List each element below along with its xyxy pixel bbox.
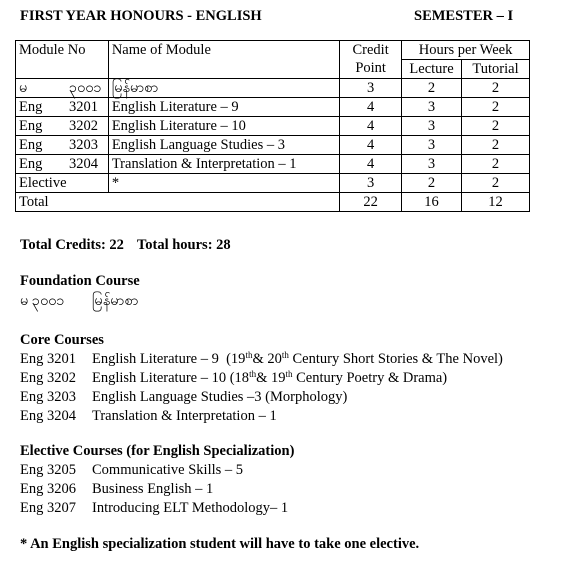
course-note: (19th& 20th Century Short Stories & The Novel) (226, 350, 503, 367)
cell-tutorial: 2 (462, 155, 530, 174)
cell-lecture: 3 (402, 117, 462, 136)
cell-tutorial: 2 (462, 117, 530, 136)
cell-tutorial: 2 (462, 98, 530, 117)
elective-heading: Elective Courses (for English Specialization) (20, 443, 295, 459)
cell-code: Eng 3204 (16, 155, 109, 174)
course-code: Eng 3207 (20, 500, 76, 516)
course-name: Translation & Interpretation – 1 (92, 408, 277, 424)
header-name: Name of Module (108, 41, 339, 79)
course-code: Eng 3204 (20, 408, 76, 424)
modules-table (15, 40, 530, 212)
header-module-no: Module No (16, 41, 109, 79)
list-item (20, 480, 288, 499)
cell-code: Eng 3203 (16, 136, 109, 155)
course-code: Eng 3206 (20, 481, 76, 497)
cell-lecture: 2 (402, 174, 462, 193)
header-credit: Credit Point (340, 41, 402, 79)
total-tutorial: 12 (462, 193, 530, 212)
header-lecture: Lecture (402, 60, 462, 79)
total-label: Total (16, 193, 340, 212)
table-row (16, 98, 530, 117)
table-row (16, 136, 530, 155)
list-item (20, 499, 288, 518)
total-credit: 22 (340, 193, 402, 212)
cell-lecture: 3 (402, 155, 462, 174)
cell-code: Eng 3202 (16, 117, 109, 136)
header-hours: Hours per Week (402, 41, 530, 60)
course-code: Eng 3201 (20, 351, 76, 367)
course-name: Business English – 1 (92, 481, 214, 497)
cell-credit: 4 (340, 155, 402, 174)
cell-lecture: 3 (402, 98, 462, 117)
cell-name: မြန်မာစာ (108, 79, 339, 98)
table-header-row (16, 41, 530, 60)
cell-code: မ ၃၀၀၁ (16, 79, 109, 98)
page-title: FIRST YEAR HONOURS - ENGLISH (20, 8, 262, 24)
table-total-row (16, 193, 530, 212)
cell-code: Elective (16, 174, 109, 193)
footnote: * An English specialization student will have to take one elective. (20, 536, 420, 552)
cell-name: Translation & Interpretation – 1 (108, 155, 339, 174)
table-row (16, 79, 530, 98)
core-list (20, 350, 503, 426)
list-item (20, 461, 288, 480)
course-name: English Literature – 9 (92, 351, 219, 367)
foundation-name: မြန်မာစာ (92, 293, 139, 309)
course-code: Eng 3205 (20, 462, 76, 478)
foundation-heading: Foundation Course (20, 273, 140, 289)
total-lecture: 16 (402, 193, 462, 212)
course-name: English Literature – 10 (92, 370, 227, 386)
table-row (16, 117, 530, 136)
course-code: Eng 3202 (20, 370, 76, 386)
foundation-code: မ ၃၀၀၁ (20, 293, 65, 309)
cell-name: * (108, 174, 339, 193)
semester-label: SEMESTER – I (414, 8, 514, 24)
course-name: Communicative Skills – 5 (92, 462, 244, 478)
header-tutorial: Tutorial (462, 60, 530, 79)
table-row (16, 174, 530, 193)
totals-summary (20, 237, 231, 254)
cell-credit: 3 (340, 174, 402, 193)
total-credits: Total Credits: 22 (20, 237, 124, 253)
cell-credit: 4 (340, 136, 402, 155)
cell-name: English Literature – 9 (108, 98, 339, 117)
list-item (20, 407, 503, 426)
cell-credit: 4 (340, 98, 402, 117)
course-name: English Language Studies –3 (Morphology) (92, 389, 348, 405)
cell-name: English Literature – 10 (108, 117, 339, 136)
course-name: Introducing ELT Methodology– 1 (92, 500, 289, 516)
elective-list (20, 461, 288, 518)
cell-tutorial: 2 (462, 79, 530, 98)
cell-lecture: 3 (402, 136, 462, 155)
table-row (16, 155, 530, 174)
list-item (20, 369, 503, 388)
cell-lecture: 2 (402, 79, 462, 98)
core-heading: Core Courses (20, 332, 104, 348)
cell-code: Eng 3201 (16, 98, 109, 117)
list-item (20, 350, 503, 369)
cell-name: English Language Studies – 3 (108, 136, 339, 155)
course-note: (18th& 19th Century Poetry & Drama) (229, 369, 448, 386)
cell-credit: 3 (340, 79, 402, 98)
list-item (20, 388, 503, 407)
cell-credit: 4 (340, 117, 402, 136)
cell-tutorial: 2 (462, 174, 530, 193)
cell-tutorial: 2 (462, 136, 530, 155)
course-code: Eng 3203 (20, 389, 76, 405)
total-hours: Total hours: 28 (136, 237, 231, 253)
foundation-item (20, 292, 139, 313)
